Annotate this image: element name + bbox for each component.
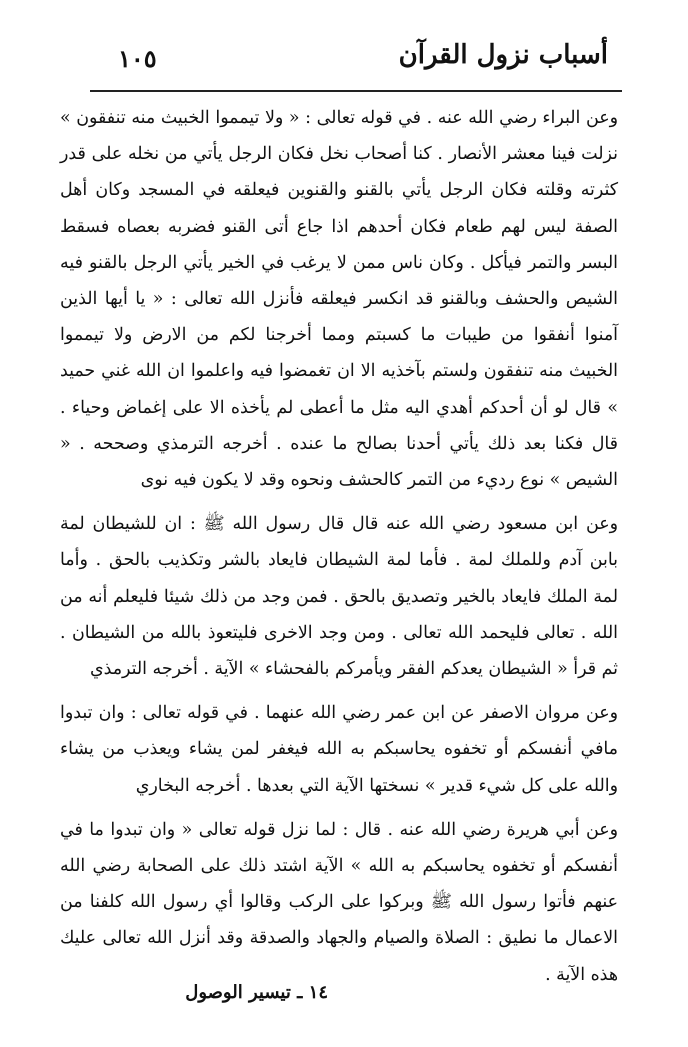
header-rule xyxy=(90,90,622,92)
paragraph-abu-hurayra: وعن أبي هريرة رضي الله عنه . قال : لما نزل قوله تعالى « وان تبدوا ما في أنفسكم أو تخفوه يحاسبكم به الله » الآية اشتد ذلك على الصحابة رضي الله عنهم فأتوا رسول الله ﷺ وبركوا على الركب وقالوا أي رسول الله كلفنا من الاعمال ما نطيق : الصلاة والصيام والجهاد والصدقة وقد أنزل الله تعالى عليك هذه الآية . xyxy=(60,819,618,985)
body-text xyxy=(60,100,618,993)
paragraph-marwan: وعن مروان الاصفر عن ابن عمر رضي الله عنهما . في قوله تعالى : وان تبدوا مافي أنفسكم أو تخفوه يحاسبكم به الله فيغفر لمن يشاء ويعذب من يشاء والله على كل شيء قدير » نسختها الآية التي بعدها . أخرجه البخاري xyxy=(60,703,618,796)
paragraph-baraa: وعن البراء رضي الله عنه . في قوله تعالى : « ولا تيمموا الخبيث منه تنفقون » نزلت فينا معشر الأنصار . كنا أصحاب نخل فكان الرجل يأتي من نخله على قدر كثرته وقلته فكان الرجل يأتي بالقنو والقنوين فيعلقه في المسجد وكان أهل الصفة ليس لهم طعام فكان أحدهم اذا جاع أتى القنو فضربه بعصاه فسقط البسر والتمر فيأكل . وكان ناس ممن لا يرغب في الخير يأتي الرجل بالقنو فيه الشيص والحشف وبالقنو قد انكسر فيعلقه فأنزل الله تعالى : « يا أيها الذين آمنوا أنفقوا من طيبات ما كسبتم ومما أخرجنا لكم من الارض ولا تيمموا الخبيث منه تنفقون ولستم بآخذيه الا ان تغمضوا فيه واعلموا ان الله غني حميد » قال لو أن أحدكم أهدي اليه مثل ما أعطى لم يأخذه الا على إغماض وحياء . قال فكنا بعد ذلك يأتي أحدنا بصالح ما عنده . أخرجه الترمذي وصححه . « الشيص » نوع رديء من التمر كالحشف ونحوه وقد لا يكون فيه نوى xyxy=(60,108,618,491)
page-header xyxy=(118,38,608,86)
running-title: أسباب نزول القرآن xyxy=(398,40,608,70)
paragraph-ibn-masud: وعن ابن مسعود رضي الله عنه قال قال رسول الله ﷺ : ان للشيطان لمة بابن آدم وللملك لمة . فأما لمة الشيطان فايعاد بالشر وتكذيب بالحق . وأما لمة الملك فايعاد بالخير وتصديق بالحق . فمن وجد من ذلك شيئا فليعلم أنه من الله . تعالى فليحمد الله تعالى . ومن وجد الاخرى فليتعوذ بالله من الشيطان . ثم قرأ « الشيطان يعدكم الفقر ويأمركم بالفحشاء » الآية . أخرجه الترمذي xyxy=(60,514,618,680)
footer-signature: ١٤ ـ تيسير الوصول xyxy=(185,982,328,1003)
page-number: ١٠٥ xyxy=(118,44,157,73)
